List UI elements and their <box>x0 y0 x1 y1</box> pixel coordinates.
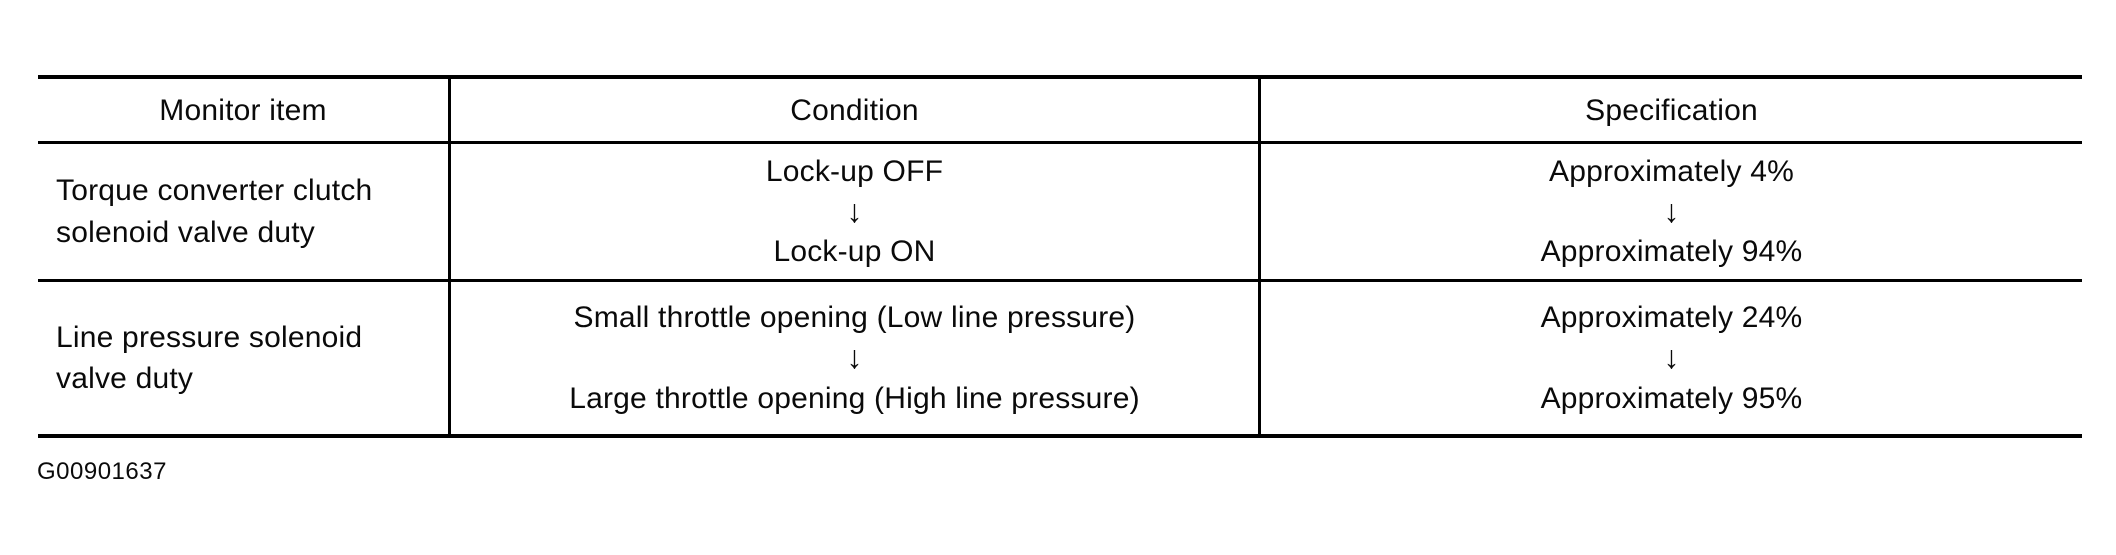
down-arrow-icon: ↓ <box>1663 192 1680 229</box>
condition-from-text: Small throttle opening (Low line pressure) <box>573 301 1136 335</box>
header-condition <box>448 79 1258 144</box>
header-monitor-item <box>38 79 448 144</box>
table-row-2-specification <box>1258 282 2082 434</box>
table-row-1-condition <box>448 144 1258 282</box>
monitor-item-line: Torque converter clutch <box>56 174 373 208</box>
specification-from-text: Approximately 24% <box>1540 301 1803 335</box>
monitor-item-line: valve duty <box>56 362 194 395</box>
header-monitor-item-label: Monitor item <box>159 93 327 127</box>
table-row-1-monitor-item <box>38 144 448 282</box>
table-row-1-specification <box>1258 144 2082 282</box>
specification-to-text: Approximately 95% <box>1540 381 1803 415</box>
condition-to-text: Large throttle opening (High line pressure) <box>569 381 1140 415</box>
figure-id: G00901637 <box>37 458 167 485</box>
down-arrow-icon: ↓ <box>846 339 863 376</box>
table-row-2-monitor-item <box>38 282 448 434</box>
header-specification <box>1258 79 2082 144</box>
monitor-item-line: Line pressure solenoid <box>56 320 363 354</box>
specification-from-text: Approximately 4% <box>1549 154 1794 188</box>
header-condition-label: Condition <box>790 93 919 127</box>
monitor-specification-table <box>38 75 2082 438</box>
condition-to-text: Lock-up ON <box>773 235 936 269</box>
monitor-item-line: solenoid valve duty <box>56 215 315 249</box>
table-row-2-condition <box>448 282 1258 434</box>
header-specification-label: Specification <box>1585 93 1758 127</box>
down-arrow-icon: ↓ <box>1663 339 1680 376</box>
specification-to-text: Approximately 94% <box>1540 235 1803 269</box>
condition-from-text: Lock-up OFF <box>765 154 944 188</box>
down-arrow-icon: ↓ <box>846 192 863 229</box>
